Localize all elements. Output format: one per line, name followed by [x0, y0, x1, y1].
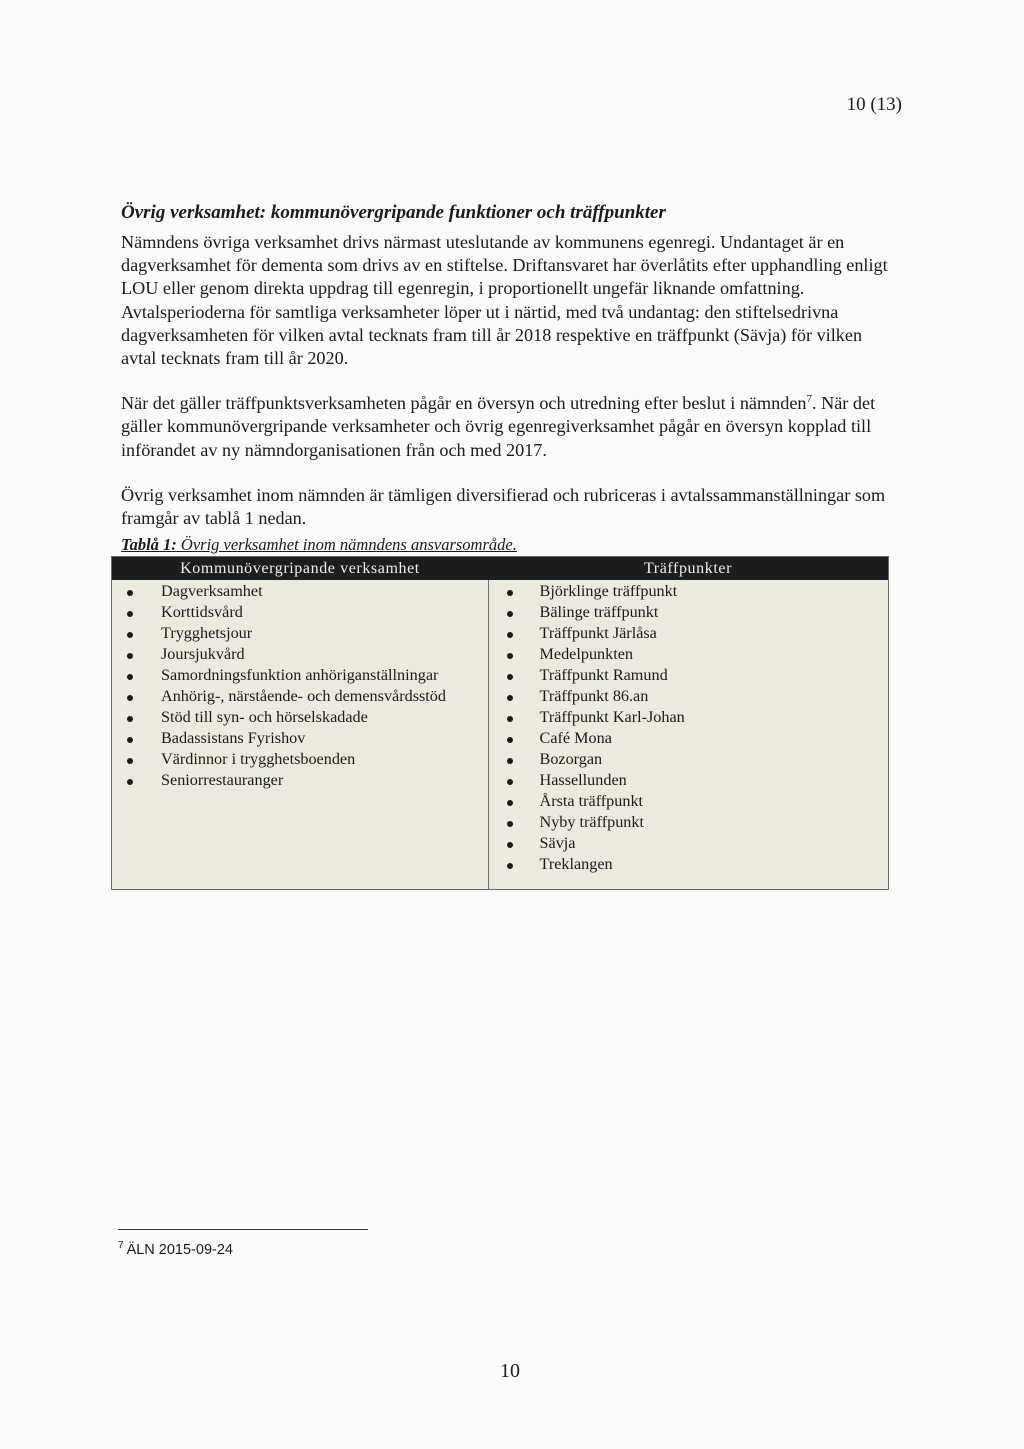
list-item: Bälinge träffpunkt: [489, 602, 888, 623]
list-item: Värdinnor i trygghetsboenden: [112, 749, 488, 770]
paragraph-2-text-after: . När det gäller kommunövergripande verksamheter och övrig egenregiverksamhet pågår en översyn kopplad till införandet av ny nämndorganisationen från och med 2017.: [121, 393, 876, 460]
column-traffpunkter: [489, 580, 888, 889]
footnote-number: 7: [118, 1240, 124, 1252]
activities-table: [111, 556, 889, 890]
list-item: Trygghetsjour: [112, 623, 488, 644]
page-indicator: 10 (13): [846, 94, 902, 115]
table-body: [112, 580, 888, 889]
list-item: Stöd till syn- och hörselskadade: [112, 707, 488, 728]
paragraph-2-text-before: När det gäller träffpunktsverksamheten pågår en översyn och utredning efter beslut i nämnden: [121, 393, 807, 414]
table-header-row: [112, 557, 888, 580]
list-item: Bozorgan: [489, 749, 888, 770]
list-item: Seniorrestauranger: [112, 770, 488, 791]
paragraph-3: Övrig verksamhet inom nämnden är tämligen diversifierad och rubriceras i avtalssammanställningar som framgår av tablå 1 nedan.: [121, 484, 886, 529]
table-caption-label: Tablå 1:: [121, 535, 177, 554]
list-item: Badassistans Fyrishov: [112, 728, 488, 749]
paragraph-2: [121, 392, 891, 462]
list-item: Treklangen: [489, 854, 888, 875]
list-item: Samordningsfunktion anhöriganställningar: [112, 665, 488, 686]
paragraph-1: Nämndens övriga verksamhet drivs närmast uteslutande av kommunens egenregi. Undantaget är en dagverksamhet för dementa som drivs av en stiftelse. Driftansvaret har överlåtits efter upphandling enligt LOU eller genom direkta uppdrag till egenregin, i proportionellt ungefär liknande omfattning. Avtalsperioderna för samtliga verksamheter löper ut i närtid, med två undantag: den stiftelsedrivna dagverksamheten för vilken avtal tecknats fram till år 2018 respektive en träffpunkt (Sävja) för vilken avtal tecknats fram till år 2020.: [121, 232, 888, 369]
page-number: 10: [500, 1360, 520, 1382]
section-heading: Övrig verksamhet: kommunövergripande funktioner och träffpunkter: [121, 202, 666, 223]
list-item: Sävja: [489, 833, 888, 854]
section-content: [121, 201, 891, 552]
list-item: Joursjukvård: [112, 644, 488, 665]
list-item: Träffpunkt Karl-Johan: [489, 707, 888, 728]
footnote-text: ÄLN 2015-09-24: [126, 1242, 233, 1258]
list-item: Träffpunkt Järlåsa: [489, 623, 888, 644]
footnote: [118, 1242, 233, 1258]
column-kommunovergripande: [112, 580, 489, 889]
table-caption-text: Övrig verksamhet inom nämndens ansvarsområde.: [176, 535, 517, 554]
list-item: Träffpunkt 86.an: [489, 686, 888, 707]
list-item: Café Mona: [489, 728, 888, 749]
list-item: Nyby träffpunkt: [489, 812, 888, 833]
list-item: Träffpunkt Ramund: [489, 665, 888, 686]
column-header-kommunovergripande: Kommunövergripande verksamhet: [180, 559, 420, 577]
list-item: Anhörig-, närstående- och demensvårdsstöd: [112, 686, 488, 707]
footnote-separator: [118, 1229, 368, 1230]
table-caption: [121, 535, 517, 555]
column-header-traffpunkter: Träffpunkter: [643, 559, 733, 577]
list-item: Årsta träffpunkt: [489, 791, 888, 812]
list-item: Medelpunkten: [489, 644, 888, 665]
traffpunkter-list: [489, 580, 888, 875]
kommunovergripande-list: [112, 580, 488, 791]
list-item: Dagverksamhet: [112, 581, 488, 602]
footnote-reference[interactable]: 7: [806, 393, 812, 406]
list-item: Björklinge träffpunkt: [489, 581, 888, 602]
list-item: Korttidsvård: [112, 602, 488, 623]
list-item: Hassellunden: [489, 770, 888, 791]
